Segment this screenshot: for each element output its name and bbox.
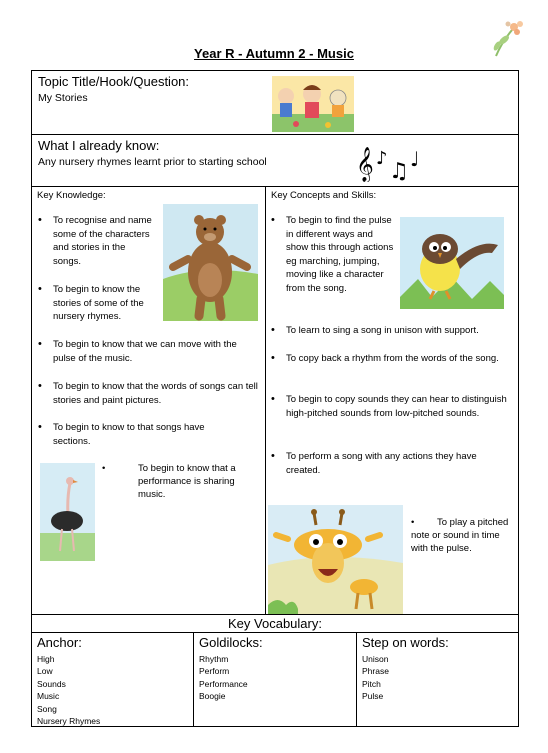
vocab-word: Music [37, 691, 60, 702]
vocab-word: Nursery Rhymes [37, 716, 101, 727]
giraffe-icon [268, 505, 403, 614]
knowledge-item: • To begin to know to that songs have sections. [53, 421, 243, 448]
step-heading: Step on words: [362, 635, 449, 650]
prior-value: Any nursery rhymes learnt prior to starting school [38, 156, 267, 168]
anchor-heading: Anchor: [37, 635, 82, 650]
knowledge-item: • To begin to know that we can move with the pulse of the music. [53, 338, 261, 365]
svg-text:♪: ♪ [376, 148, 388, 169]
vocab-word: Low [37, 666, 53, 677]
concept-item: • To begin to find the pulse in different ways and show this through actions eg marching, jumping, moving like a character from the song. [286, 214, 394, 295]
concept-item: • To learn to sing a song in unison with support. [286, 324, 512, 338]
nursery-rhymes-cover-image [272, 76, 354, 132]
vocab-word: Pulse [362, 691, 384, 702]
svg-text:♫: ♫ [389, 159, 409, 182]
page-title: Year R - Autumn 2 - Music [194, 46, 354, 61]
svg-text:𝄞: 𝄞 [356, 147, 374, 182]
step-words [362, 653, 389, 703]
vocab-word: Phrase [362, 666, 389, 677]
topic-heading: Topic Title/Hook/Question: [38, 74, 190, 89]
vocab-heading: Key Vocabulary: [228, 616, 322, 631]
knowledge-heading: Key Knowledge: [37, 190, 106, 201]
goldilocks-words [199, 653, 248, 703]
knowledge-item: • To recognise and name some of the characters and stories in the songs. [53, 214, 153, 268]
concepts-heading: Key Concepts and Skills: [271, 190, 377, 201]
vocab-word: High [37, 654, 55, 664]
prior-heading: What I already know: [38, 138, 160, 153]
goldilocks-heading: Goldilocks: [199, 635, 263, 650]
svg-text:♩: ♩ [410, 147, 420, 171]
concept-item: • To perform a song with any actions they have created. [286, 450, 508, 477]
owl-icon [400, 217, 504, 309]
vocab-word: Boogie [199, 691, 226, 702]
concept-item: • To copy back a rhythm from the words of the song. [286, 352, 508, 366]
vocab-word: Sounds [37, 678, 66, 689]
bear-icon [163, 204, 258, 321]
vocab-word: Song [37, 703, 57, 714]
vocab-word: Performance [199, 678, 248, 689]
vocab-word: Pitch [362, 678, 381, 689]
topic-value: My Stories [38, 92, 88, 104]
vocab-word: Unison [362, 654, 389, 664]
concept-item: • To begin to copy sounds they can hear to distinguish high-pitched sounds from low-pitched sounds. [286, 393, 514, 420]
music-notes-icon [356, 140, 428, 182]
vocab-word: Rhythm [199, 654, 229, 664]
anchor-words [37, 653, 100, 727]
ostrich-icon [40, 463, 95, 561]
knowledge-item: • To begin to know the stories of some of the nursery rhymes. [53, 283, 157, 324]
vocab-word: Perform [199, 666, 230, 677]
knowledge-item: • To begin to know that the words of songs can tell stories and paint pictures. [53, 380, 261, 407]
